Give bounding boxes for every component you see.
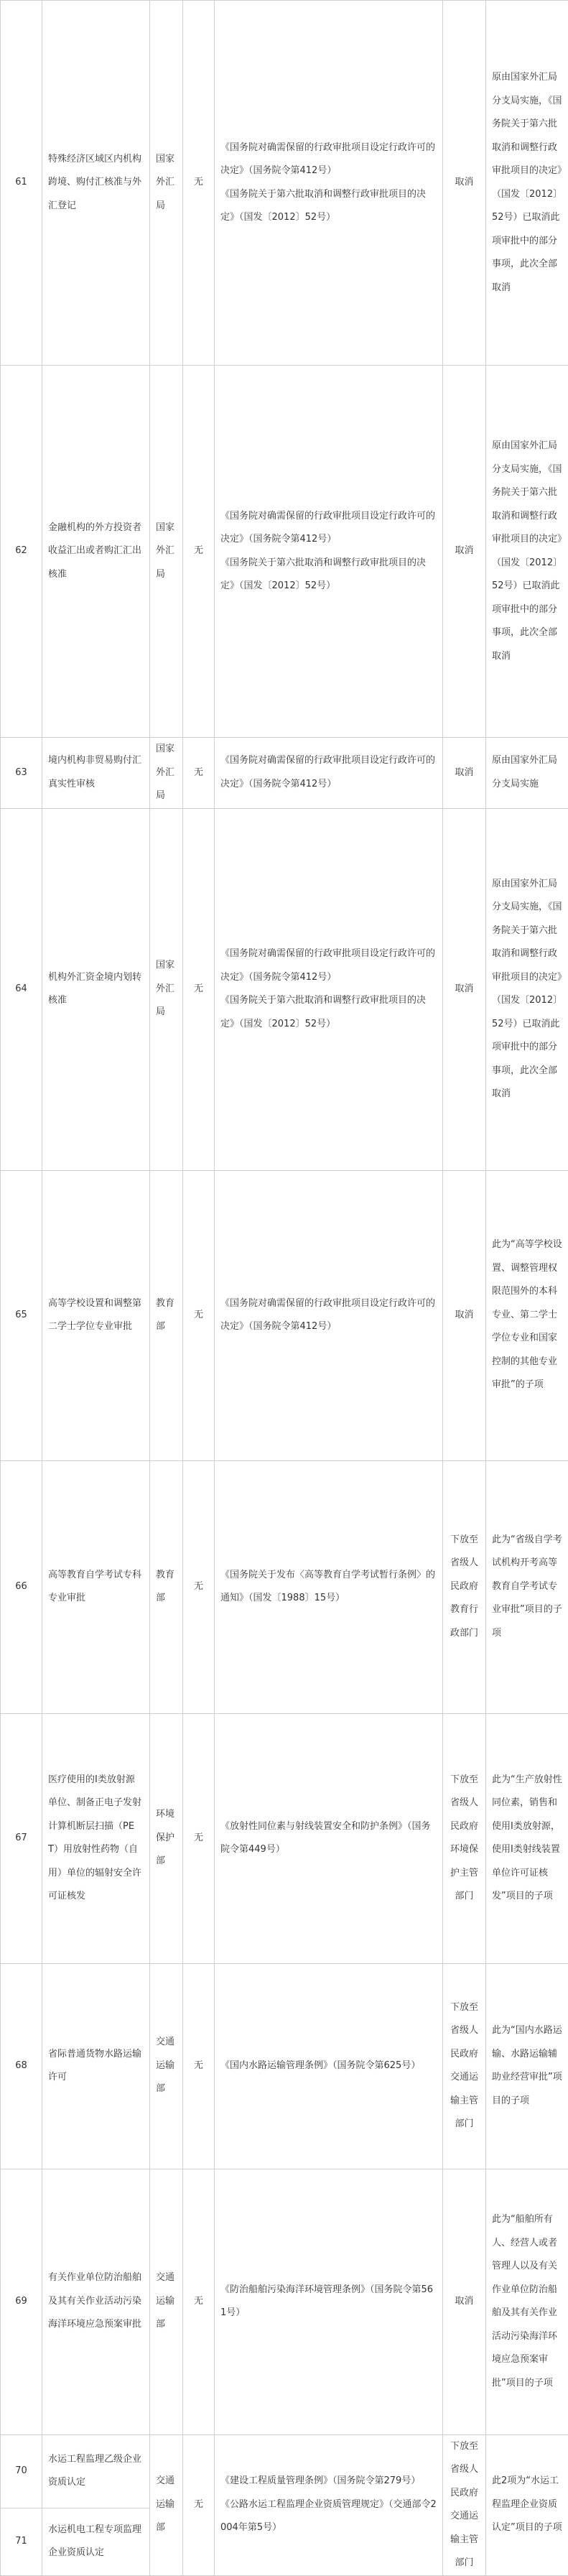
fee-status: 无	[183, 808, 215, 1170]
legal-basis: 《防治船舶污染海洋环境管理条例》（国务院令第561号）	[215, 2169, 443, 2434]
handling-decision: 取消	[443, 2169, 486, 2434]
item-name: 医疗使用的Ⅰ类放射源单位、制备正电子发射计算机断层扫描（PET）用放射性药物（自用）单位的辐射安全许可证核发	[42, 1713, 150, 1963]
implementing-department: 国家外汇局	[150, 738, 183, 809]
item-name: 金融机构的外方投资者收益汇出或者购汇汇出核准	[42, 366, 150, 738]
row-number: 68	[1, 1963, 42, 2169]
table-row	[1, 1170, 568, 1460]
legal-basis: 《国务院对确需保留的行政审批项目设定行政许可的决定》（国务院令第412号）	[215, 1170, 443, 1460]
remarks: 此为“国内水路运输、水路运输辅助业经营审批”项目的子项	[486, 1963, 568, 2169]
row-number: 64	[1, 808, 42, 1170]
remarks: 此2项为“水运工程监理企业资质认定”项目的子项	[486, 2434, 568, 2575]
item-name: 境内机构非贸易购付汇真实性审核	[42, 738, 150, 809]
table-row	[1, 1713, 568, 1963]
handling-decision: 取消	[443, 1, 486, 366]
remarks: 原由国家外汇局分支局实施，《国务院关于第六批取消和调整行政审批项目的决定》（国发〔2012〕52号）已取消此项审批中的部分事项，此次全部取消	[486, 366, 568, 738]
handling-decision: 下放至省级人民政府环境保护主管部门	[443, 1713, 486, 1963]
implementing-department: 国家外汇局	[150, 808, 183, 1170]
fee-status: 无	[183, 1170, 215, 1460]
remarks: 此为“生产放射性同位素，销售和使用Ⅰ类放射源，使用Ⅰ类射线装置单位许可证核发”项目的子项	[486, 1713, 568, 1963]
implementing-department: 交通运输部	[150, 2169, 183, 2434]
table-row	[1, 2169, 568, 2434]
row-number: 66	[1, 1460, 42, 1713]
handling-decision: 取消	[443, 366, 486, 738]
handling-decision: 下放至省级人民政府教育行政部门	[443, 1460, 486, 1713]
remarks: 原由国家外汇局分支局实施，《国务院关于第六批取消和调整行政审批项目的决定》（国发〔2012〕52号）已取消此项审批中的部分事项，此次全部取消	[486, 1, 568, 366]
row-number: 67	[1, 1713, 42, 1963]
fee-status: 无	[183, 1460, 215, 1713]
row-number: 62	[1, 366, 42, 738]
implementing-department: 教育部	[150, 1460, 183, 1713]
remarks: 此为“省级自学考试机构开考高等教育自学考试专业审批”项目的子项	[486, 1460, 568, 1713]
fee-status: 无	[183, 1713, 215, 1963]
fee-status: 无	[183, 2434, 215, 2575]
table-row	[1, 1460, 568, 1713]
item-name: 水运机电工程专项监理企业资质认定	[42, 2508, 150, 2575]
fee-status: 无	[183, 1963, 215, 2169]
remarks: 原由国家外汇局分支局实施，《国务院关于第六批取消和调整行政审批项目的决定》（国发〔2012〕52号）已取消此项审批中的部分事项，此次全部取消	[486, 808, 568, 1170]
legal-basis: 《国内水路运输管理条例》（国务院令第625号）	[215, 1963, 443, 2169]
item-name: 水运工程监理乙级企业资质认定	[42, 2434, 150, 2508]
implementing-department: 交通运输部	[150, 1963, 183, 2169]
row-number: 71	[1, 2508, 42, 2575]
item-name: 高等学校设置和调整第二学士学位专业审批	[42, 1170, 150, 1460]
item-name: 高等教育自学考试专科专业审批	[42, 1460, 150, 1713]
row-number: 63	[1, 738, 42, 809]
table-row	[1, 366, 568, 738]
remarks: 此为“船舶所有人、经营人或者管理人以及有关作业单位防治船舶及其有关作业活动污染海洋环境应急预案审批”项目的子项	[486, 2169, 568, 2434]
item-name: 机构外汇资金境内划转核准	[42, 808, 150, 1170]
table-row	[1, 2434, 568, 2508]
legal-basis: 《国务院对确需保留的行政审批项目设定行政许可的决定》（国务院令第412号） 《国务院关于第六批取消和调整行政审批项目的决定》（国发〔2012〕52号）	[215, 366, 443, 738]
handling-decision: 取消	[443, 738, 486, 809]
table-row	[1, 1, 568, 366]
fee-status: 无	[183, 738, 215, 809]
legal-basis: 《国务院对确需保留的行政审批项目设定行政许可的决定》（国务院令第412号） 《国务院关于第六批取消和调整行政审批项目的决定》（国发〔2012〕52号）	[215, 808, 443, 1170]
implementing-department: 环境保护部	[150, 1713, 183, 1963]
row-number: 65	[1, 1170, 42, 1460]
implementing-department: 国家外汇局	[150, 1, 183, 366]
row-number: 70	[1, 2434, 42, 2508]
item-name: 有关作业单位防治船舶及其有关作业活动污染海洋环境应急预案审批	[42, 2169, 150, 2434]
remarks: 原由国家外汇局分支局实施	[486, 738, 568, 809]
handling-decision: 下放至省级人民政府交通运输主管部门	[443, 2434, 486, 2575]
handling-decision: 取消	[443, 808, 486, 1170]
remarks: 此为“高等学校设置、调整管理权限范围外的本科专业、第二学士学位专业和国家控制的其他专业审批”的子项	[486, 1170, 568, 1460]
fee-status: 无	[183, 1, 215, 366]
item-name: 省际普通货物水路运输许可	[42, 1963, 150, 2169]
legal-basis: 《国务院对确需保留的行政审批项目设定行政许可的决定》（国务院令第412号） 《国务院关于第六批取消和调整行政审批项目的决定》（国发〔2012〕52号）	[215, 1, 443, 366]
row-number: 61	[1, 1, 42, 366]
table-row	[1, 1963, 568, 2169]
implementing-department: 教育部	[150, 1170, 183, 1460]
legal-basis: 《放射性同位素与射线装置安全和防护条例》（国务院令第449号）	[215, 1713, 443, 1963]
table-row	[1, 808, 568, 1170]
fee-status: 无	[183, 366, 215, 738]
handling-decision: 取消	[443, 1170, 486, 1460]
legal-basis: 《国务院关于发布〈高等教育自学考试暂行条例〉的通知》（国发〔1988〕15号）	[215, 1460, 443, 1713]
fee-status: 无	[183, 2169, 215, 2434]
legal-basis: 《建设工程质量管理条例》（国务院令第279号） 《公路水运工程监理企业资质管理规定》（交通部令2004年第5号）	[215, 2434, 443, 2575]
row-number: 69	[1, 2169, 42, 2434]
item-name: 特殊经济区域区内机构跨境、购付汇核准与外汇登记	[42, 1, 150, 366]
table-row	[1, 738, 568, 809]
implementing-department: 国家外汇局	[150, 366, 183, 738]
implementing-department: 交通运输部	[150, 2434, 183, 2575]
handling-decision: 下放至省级人民政府交通运输主管部门	[443, 1963, 486, 2169]
legal-basis: 《国务院对确需保留的行政审批项目设定行政许可的决定》（国务院令第412号）	[215, 738, 443, 809]
